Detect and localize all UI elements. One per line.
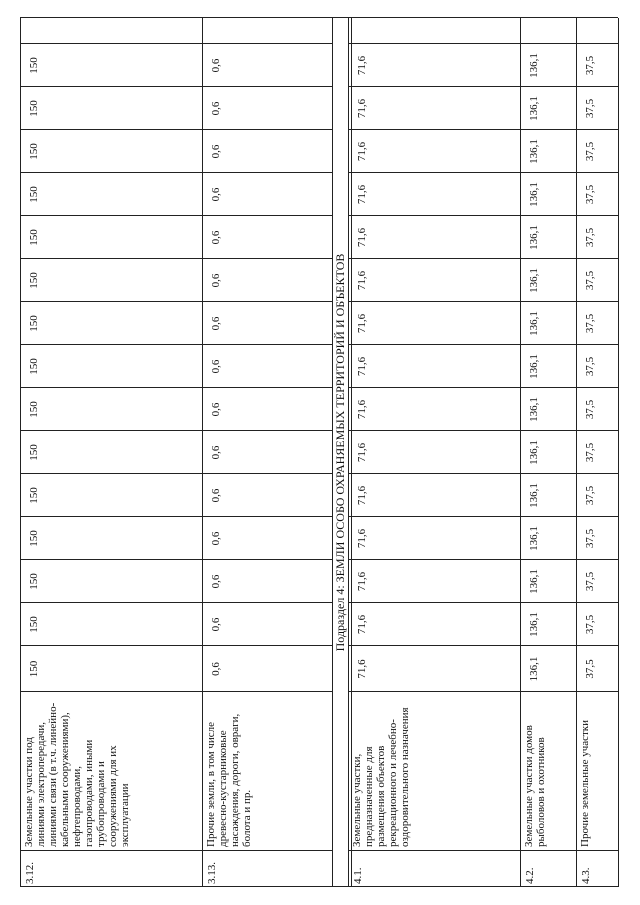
value-cell: 71,6: [356, 528, 368, 549]
table-rule: [348, 602, 520, 603]
table-rule: [348, 516, 520, 517]
value-cell: 150: [28, 57, 40, 74]
table-rule: [348, 258, 520, 259]
table-rule: [20, 18, 21, 887]
value-cell: 0,6: [210, 58, 222, 73]
value-cell: 71,6: [356, 98, 368, 119]
value-cell: 0,6: [210, 230, 222, 245]
value-cell: 37,5: [584, 571, 596, 592]
value-cell: 136,1: [528, 483, 540, 508]
table-rule: [348, 301, 520, 302]
value-cell: 37,5: [584, 227, 596, 248]
value-cell: 136,1: [528, 96, 540, 121]
value-cell: 37,5: [584, 442, 596, 463]
table-rule: [348, 18, 349, 887]
value-cell: 136,1: [528, 354, 540, 379]
value-cell: 0,6: [210, 531, 222, 546]
table-rule: [576, 691, 618, 692]
value-cell: 0,6: [210, 445, 222, 460]
table-rule: [576, 86, 618, 87]
table-rule: [576, 430, 618, 431]
value-cell: 150: [28, 143, 40, 160]
value-cell: 71,6: [356, 659, 368, 679]
value-cell: 150: [28, 487, 40, 504]
table-rule: [348, 129, 520, 130]
table-rule: [348, 387, 520, 388]
row-code: 4.1.: [352, 867, 364, 884]
table-rule: [20, 886, 618, 887]
row-name: Прочие земли, в том числе древесно-кустарниковые насаждения, дороги, овраги, болота и пр.: [205, 713, 253, 847]
value-cell: 150: [28, 272, 40, 289]
table-rule: [348, 86, 520, 87]
table-rule: [576, 172, 618, 173]
table-rule: [576, 559, 618, 560]
value-cell: 136,1: [528, 656, 540, 682]
section-title: Подраздел 4: ЗЕМЛИ ОСОБО ОХРАНЯЕМЫХ ТЕРРИТОРИЙ И ОБЪЕКТОВ: [333, 253, 347, 652]
value-cell: 37,5: [584, 528, 596, 549]
value-cell: 150: [28, 229, 40, 246]
row-code: 4.2.: [524, 867, 536, 884]
value-cell: 37,5: [584, 614, 596, 635]
value-cell: 71,6: [356, 571, 368, 592]
value-cell: 71,6: [356, 614, 368, 635]
value-cell: 0,6: [210, 488, 222, 503]
row-code: 4.3.: [580, 867, 592, 884]
table-rule: [20, 17, 618, 18]
table-rule: [618, 18, 619, 887]
value-cell: 0,6: [210, 662, 222, 676]
row-code: 3.12.: [24, 862, 36, 884]
table-rule: [20, 258, 202, 259]
value-cell: 37,5: [584, 98, 596, 119]
table-rule: [20, 129, 202, 130]
table-rule: [348, 850, 520, 851]
value-cell: 0,6: [210, 187, 222, 202]
value-cell: 37,5: [584, 313, 596, 334]
table-rule: [20, 516, 202, 517]
table-rule: [348, 172, 520, 173]
row-code: 3.13.: [206, 862, 218, 884]
value-cell: 150: [28, 186, 40, 203]
value-cell: 136,1: [528, 612, 540, 637]
table-rule: [202, 18, 203, 887]
value-cell: 71,6: [356, 55, 368, 76]
table-rule: [348, 430, 520, 431]
table-rule: [20, 172, 202, 173]
table-rule: [202, 850, 332, 851]
value-cell: 150: [28, 100, 40, 117]
value-cell: 0,6: [210, 359, 222, 374]
table-rule: [348, 43, 520, 44]
table-rule: [348, 559, 520, 560]
value-cell: 37,5: [584, 356, 596, 377]
table-rule: [20, 86, 202, 87]
value-cell: 0,6: [210, 273, 222, 288]
value-cell: 71,6: [356, 141, 368, 162]
value-cell: 136,1: [528, 569, 540, 594]
value-cell: 136,1: [528, 182, 540, 207]
value-cell: 136,1: [528, 397, 540, 422]
table-rule: [348, 645, 520, 646]
value-cell: 150: [28, 616, 40, 633]
table-rule: [20, 473, 202, 474]
table-rule: [576, 473, 618, 474]
table-rule: [20, 215, 202, 216]
value-cell: 0,6: [210, 402, 222, 417]
value-cell: 37,5: [584, 270, 596, 291]
value-cell: 0,6: [210, 617, 222, 632]
value-cell: 150: [28, 358, 40, 375]
table-rule: [20, 430, 202, 431]
value-cell: 0,6: [210, 316, 222, 331]
value-cell: 136,1: [528, 139, 540, 164]
table-rule: [20, 559, 202, 560]
value-cell: 37,5: [584, 141, 596, 162]
value-cell: 71,6: [356, 399, 368, 420]
table-rule: [576, 344, 618, 345]
value-cell: 150: [28, 401, 40, 418]
value-cell: 150: [28, 315, 40, 332]
table-rule: [576, 129, 618, 130]
value-cell: 0,6: [210, 144, 222, 159]
table-rule: [576, 850, 618, 851]
table-rule: [20, 645, 202, 646]
table-rule: [348, 344, 520, 345]
table-rule: [348, 473, 520, 474]
table-rule: [20, 43, 202, 44]
value-cell: 71,6: [356, 356, 368, 377]
table-rule: [576, 43, 618, 44]
value-cell: 136,1: [528, 526, 540, 551]
value-cell: 136,1: [528, 440, 540, 465]
table-rule: [20, 301, 202, 302]
value-cell: 71,6: [356, 485, 368, 506]
table-rule: [576, 602, 618, 603]
table-rule: [20, 602, 202, 603]
value-cell: 0,6: [210, 101, 222, 116]
value-cell: 136,1: [528, 225, 540, 250]
value-cell: 136,1: [528, 268, 540, 293]
table-rule: [20, 344, 202, 345]
table-rule: [20, 850, 202, 851]
value-cell: 136,1: [528, 53, 540, 78]
table-rule: [576, 387, 618, 388]
value-cell: 37,5: [584, 55, 596, 76]
table-rule: [576, 215, 618, 216]
value-cell: 37,5: [584, 184, 596, 205]
table-rule: [576, 516, 618, 517]
value-cell: 150: [28, 660, 40, 678]
table-rule: [348, 215, 520, 216]
row-name: Земельные участки домов рыболовов и охотников: [523, 725, 547, 847]
value-cell: 71,6: [356, 442, 368, 463]
value-cell: 37,5: [584, 485, 596, 506]
table-rule: [576, 301, 618, 302]
table-rule: [20, 387, 202, 388]
row-name: Прочие земельные участки: [579, 719, 591, 847]
value-cell: 150: [28, 444, 40, 461]
table-rule: [576, 18, 577, 887]
value-cell: 71,6: [356, 227, 368, 248]
value-cell: 71,6: [356, 184, 368, 205]
row-name: Земельные участки, предназначенные для размещения объектов рекреационного и лечебно-оздоровительного назначения: [351, 707, 411, 847]
table-rule: [520, 18, 521, 887]
table-rule: [348, 691, 520, 692]
value-cell: 71,6: [356, 270, 368, 291]
value-cell: 0,6: [210, 574, 222, 589]
table-rule: [576, 258, 618, 259]
table-rule: [520, 850, 576, 851]
value-cell: 136,1: [528, 311, 540, 336]
value-cell: 150: [28, 573, 40, 590]
value-cell: 71,6: [356, 313, 368, 334]
value-cell: 37,5: [584, 399, 596, 420]
row-name: Земельные участки под линиями электропередачи, линиями связи (в т.ч. линейно-кабельными сооружениями), нефтепроводами, газопроводами, иными трубопроводами и сооружениями для их эксплуатации: [23, 702, 131, 847]
value-cell: 37,5: [584, 659, 596, 679]
value-cell: 150: [28, 530, 40, 547]
table-rule: [576, 645, 618, 646]
table-rule: [20, 691, 202, 692]
